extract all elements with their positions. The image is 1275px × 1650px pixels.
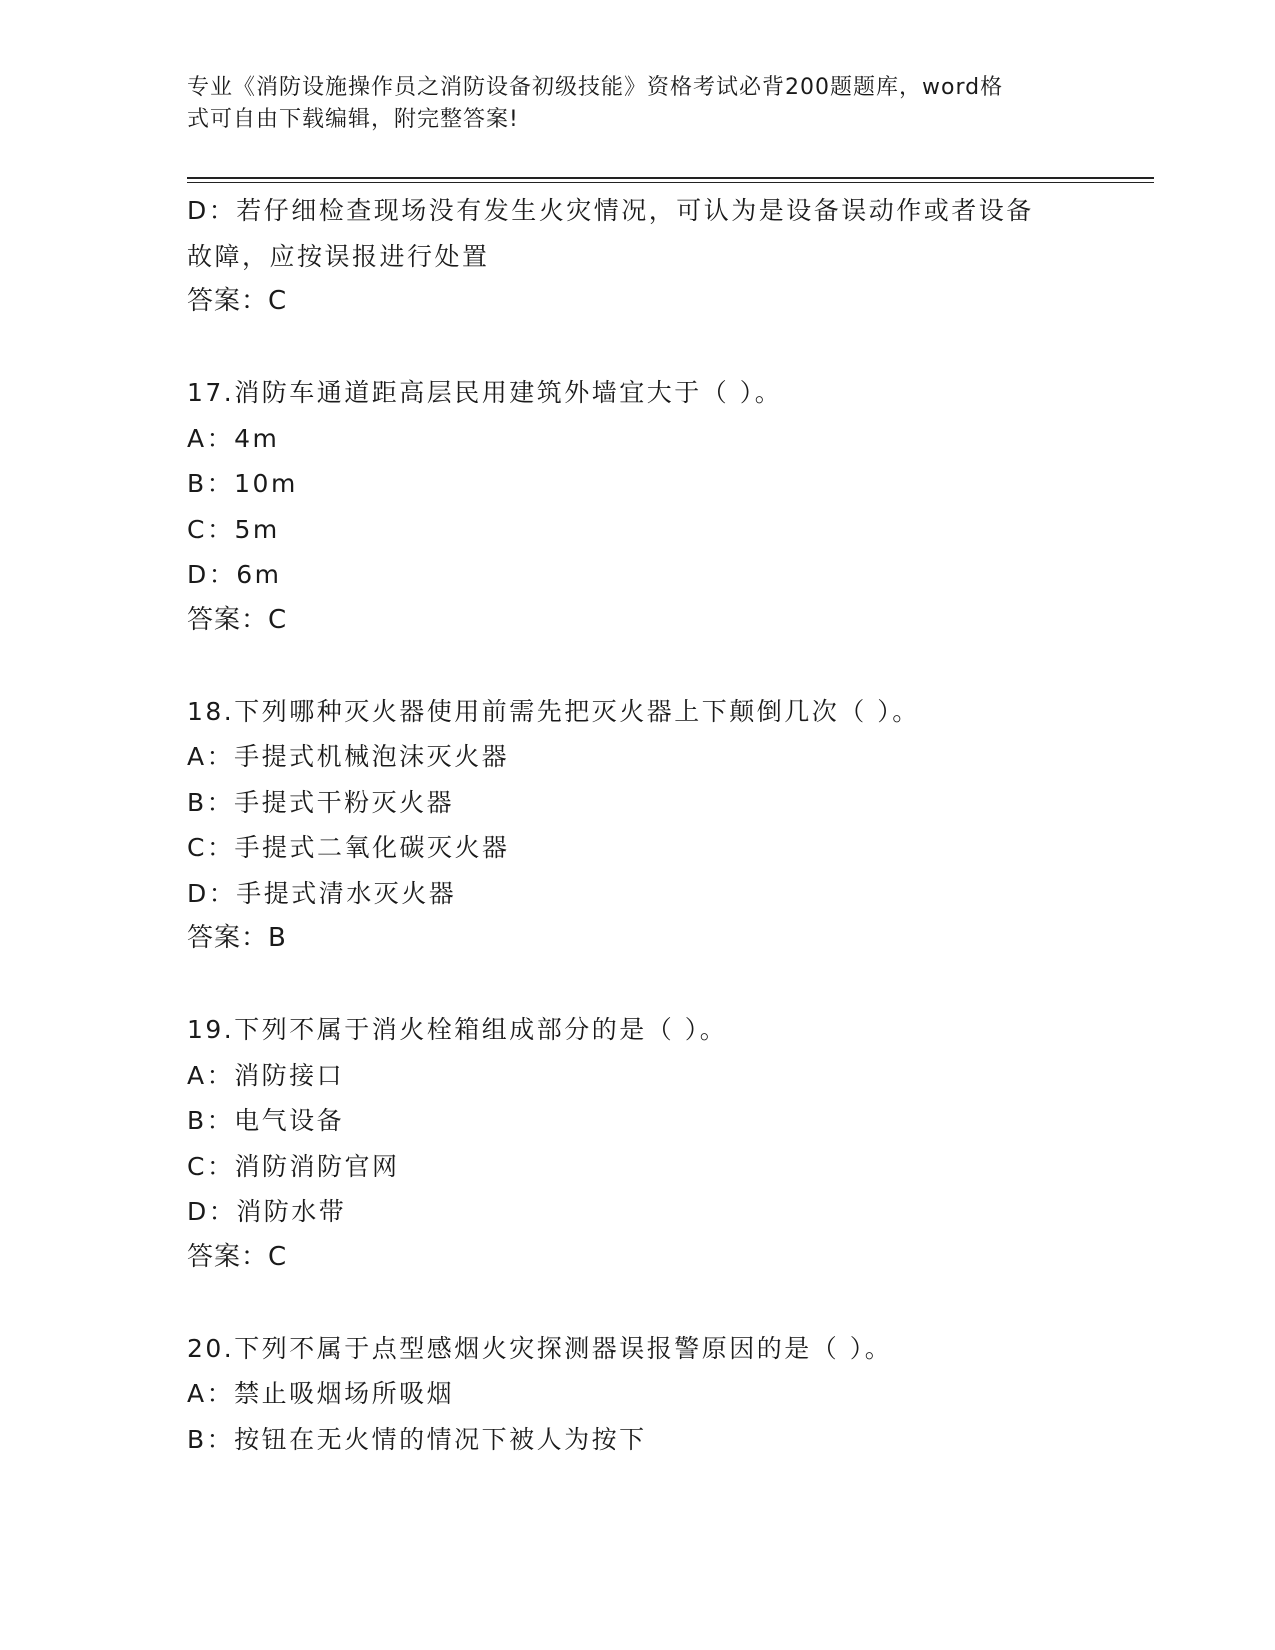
question-16-option-d-line-2: 故障，应按误报进行处置 (187, 241, 490, 271)
question-19-option-c: C：消防消防官网 (187, 1151, 400, 1181)
question-19-stem: 19.下列不属于消火栓箱组成部分的是（ ）。 (187, 1015, 728, 1044)
question-17-answer: 答案：C (187, 604, 288, 635)
question-16-tail (187, 188, 1087, 325)
question-18-option-d: D：手提式清水灭火器 (187, 878, 457, 908)
question-19 (187, 1007, 1087, 1280)
question-20-option-a: A：禁止吸烟场所吸烟 (187, 1379, 455, 1408)
header-title-line-2: 式可自由下载编辑，附完整答案! (187, 107, 519, 132)
question-17-option-b: B：10m (187, 469, 298, 498)
question-20-stem: 20.下列不属于点型感烟火灾探测器误报警原因的是（ ）。 (187, 1333, 893, 1363)
header-title-line-1: 专业《消防设施操作员之消防设备初级技能》资格考试必背200题题库，word格 (187, 75, 1004, 100)
header-divider-thin (187, 182, 1154, 183)
question-18-option-c: C：手提式二氧化碳灭火器 (187, 833, 510, 862)
question-17-stem: 17.消防车通道距高层民用建筑外墙宜大于（ ）。 (187, 378, 783, 407)
spacer (187, 643, 1087, 689)
spacer (187, 962, 1087, 1008)
question-20-option-b: B：按钮在无火情的情况下被人为按下 (187, 1424, 647, 1454)
question-list (187, 188, 1087, 1462)
question-20 (187, 1326, 1087, 1463)
question-17-option-a: A：4m (187, 423, 280, 453)
question-18-stem: 18.下列哪种灭火器使用前需先把灭火器上下颠倒几次（ ）。 (187, 696, 920, 726)
question-18-answer: 答案：B (187, 923, 287, 953)
question-19-answer: 答案：C (187, 1241, 288, 1272)
page-header (187, 72, 1067, 136)
question-19-option-a: A：消防接口 (187, 1060, 345, 1090)
question-17-option-d: D：6m (187, 560, 282, 589)
question-17 (187, 370, 1087, 643)
spacer (187, 325, 1087, 371)
header-divider-thick (187, 177, 1154, 179)
spacer (187, 1280, 1087, 1326)
question-16-answer: 答案：C (187, 286, 288, 316)
question-19-option-d: D：消防水带 (187, 1197, 347, 1226)
question-18-option-b: B：手提式干粉灭火器 (187, 787, 455, 817)
question-18 (187, 689, 1087, 962)
question-17-option-c: C：5m (187, 514, 280, 544)
question-18-option-a: A：手提式机械泡沫灭火器 (187, 742, 510, 771)
question-16-option-d-line-1: D：若仔细检查现场没有发生火灾情况，可认为是设备误动作或者设备 (187, 196, 1034, 225)
question-19-option-b: B：电气设备 (187, 1106, 345, 1135)
